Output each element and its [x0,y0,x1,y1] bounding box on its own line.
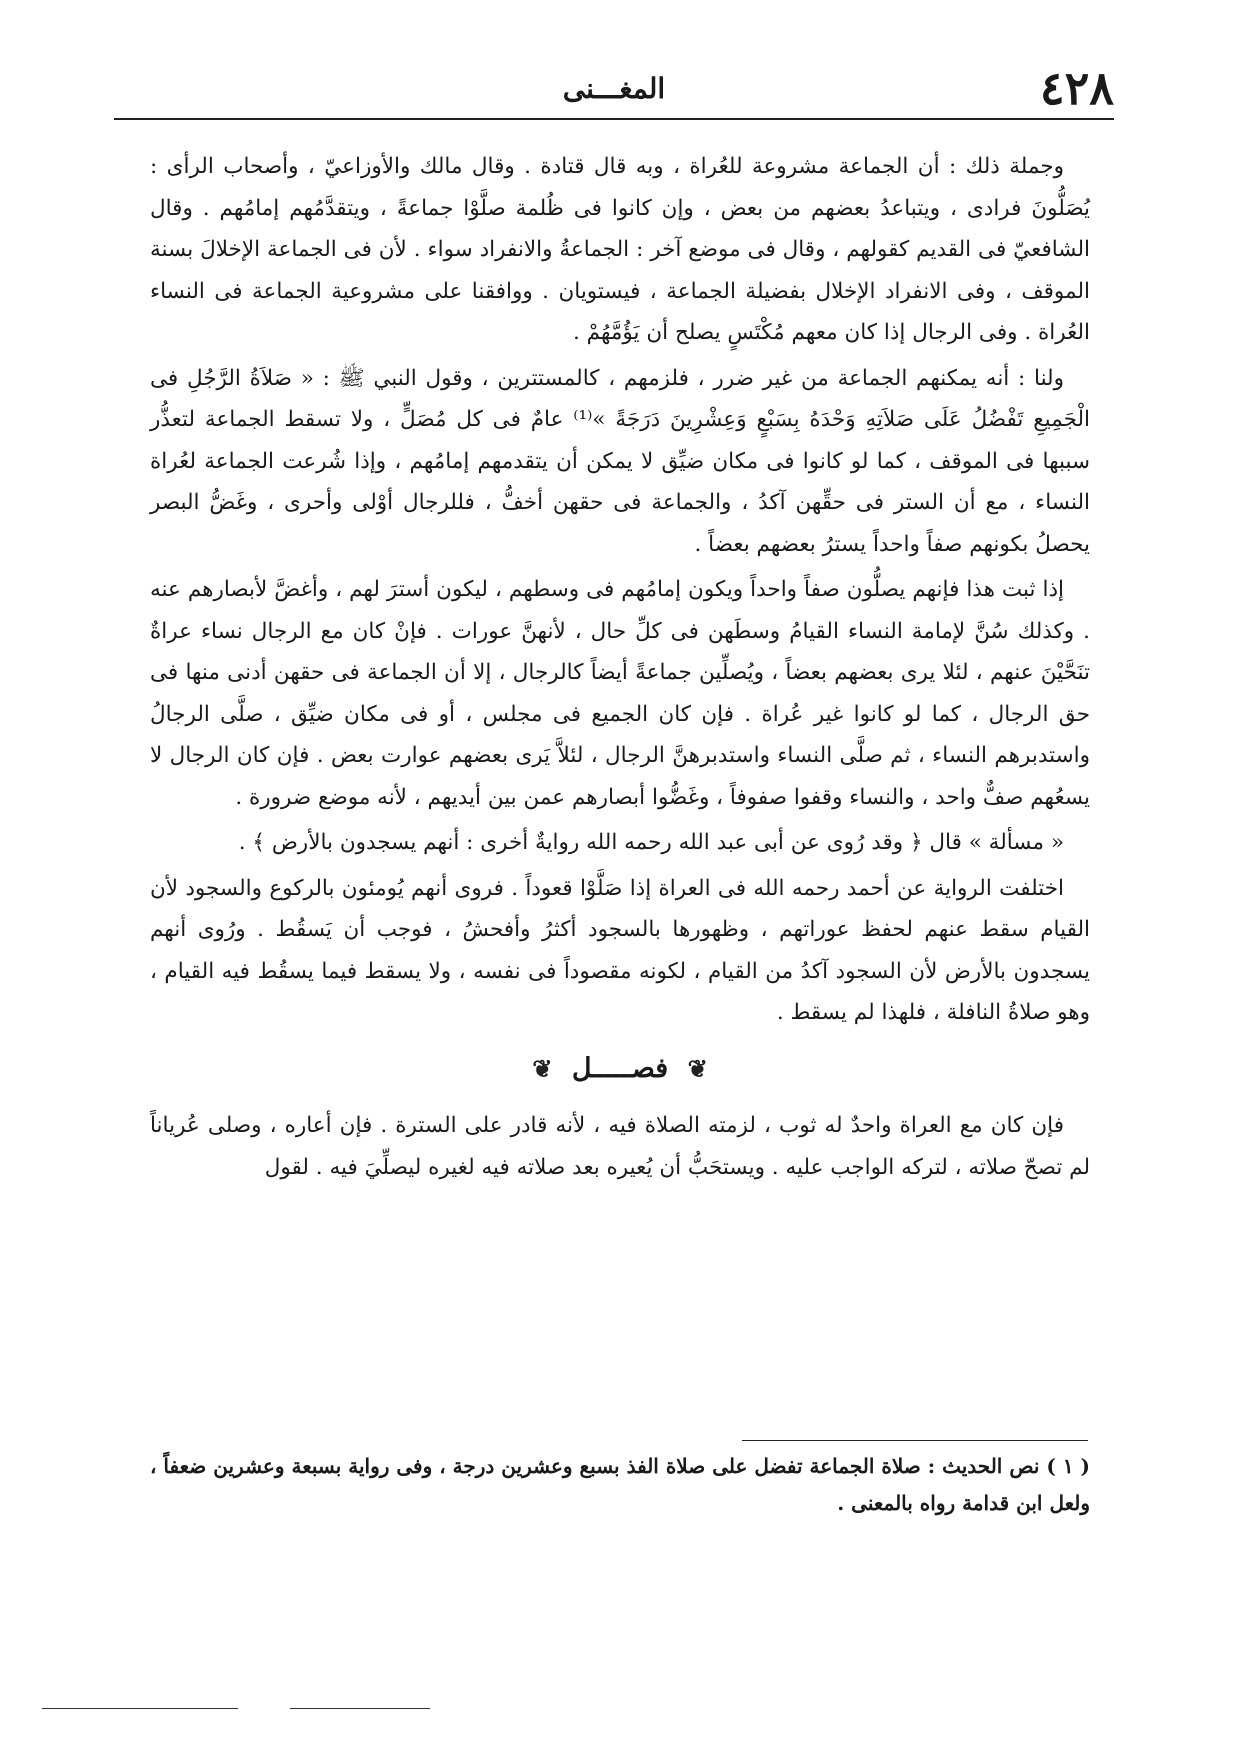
footnote-divider [742,1440,1088,1441]
section-heading [150,1048,1090,1090]
section-paragraph: فإن كان مع العراة واحدٌ له ثوب ، لزمته الصلاة فيه ، لأنه قادر على السترة . فإن أعاره ، وصلى عُرياناً لم تصحّ صلاته ، لتركه الواجب عليه . ويستحَبُّ أن يُعيره بعد صلاته فيه لغيره ليصلِّيَ فيه . لقول [150,1113,1090,1180]
page-number: ٤٢٨ [1039,61,1114,115]
section-heading-label: فصـــــل [571,1052,669,1084]
ornament-icon: ❦ [687,1053,708,1083]
paragraph-2: ولنا : أنه يمكنهم الجماعة من غير ضرر ، فلزمهم ، كالمستترين ، وقول النبي ﷺ : « صَلاَةُ الرَّجُلِ فى الْجَمِيعِ تَفْضُلُ عَلَى صَلاَتِهِ وَحْدَهُ بِسَبْعٍ وَعِشْرِينَ دَرَجَةً »⁽¹⁾ عامٌ فى كل مُصَلٍّ ، ولا تسقط الجماعة لتعذُّر سببها فى الموقف ، كما لو كانوا فى مكان ضيِّق لا يمكن أن يتقدمهم إمامُهم ، وإذا شُرعت الجماعة لعُراة النساء ، مع أن الستر فى حقِّهن آكدُ ، والجماعة فى حقهن أخفُّ ، فللرجال أوْلى وأحرى ، وغَضُّ البصر يحصلُ بكونهم صفاً واحداً يسترُ بعضهم بعضاً . [150,365,1090,557]
footnote: ( ١ ) نص الحديث : صلاة الجماعة تفضل على صلاة الفذ بسبع وعشرين درجة ، وفى رواية بسبعة وعشرين ضعفاً ، ولعل ابن قدامة رواه بالمعنى . [150,1454,1090,1515]
book-title: المغـــنى [562,72,666,105]
bottom-rule [290,1708,430,1709]
paragraph-5: اختلفت الرواية عن أحمد رحمه الله فى العراة إذا صَلَّوْا قعوداً . فروى أنهم يُومئون بالركوع والسجود لأن القيام سقط عنهم لحفظ عوراتهم ، وظهورها بالسجود أكثرُ وأفحشُ ، فوجب أن يَسقُط . ورُوى أنهم يسجدون بالأرض لأن السجود آكدُ من القيام ، لكونه مقصوداً فى نفسه ، ولا يسقط فيما يسقُط فيه القيام ، وهو صلاةُ النافلة ، فلهذا لم يسقط . [150,875,1090,1025]
ornament-icon: ❦ [532,1053,553,1083]
main-text [150,140,1090,1192]
masala-paragraph: « مسألة » قال ﴿ وقد رُوى عن أبى عبد الله رحمه الله روايةٌ أخرى : أنهم يسجدون بالأرض ﴾ . [238,830,1064,855]
page-header [114,58,1114,120]
paragraph-1: وجملة ذلك : أن الجماعة مشروعة للعُراة ، وبه قال قتادة . وقال مالك والأوزاعيّ ، وأصحاب الرأى : يُصَلُّونَ فرادى ، ويتباعدُ بعضهم من بعض ، وإن كانوا فى ظُلمة صلَّوْا جماعةً ، ويتقدَّمُهم إمامُهم . وقال الشافعيّ فى القديم كقولهم ، وقال فى موضع آخر : الجماعةُ والانفراد سواء . لأن فى الجماعة الإخلالَ بسنة الموقف ، وفى الانفراد الإخلال بفضيلة الجماعة ، فيستويان . ووافقنا على مشروعية الجماعة فى النساء العُراة . وفى الرجال إذا كان معهم مُكْتَسٍ يصلح أن يَؤُمَّهُمْ . [150,154,1090,345]
paragraph-3: إذا ثبت هذا فإنهم يصلُّون صفاً واحداً ويكون إمامُهم فى وسطهم ، ليكون أسترَ لهم ، وأغضَّ لأبصارهم عنه . وكذلك سُنَّ لإمامة النساء القيامُ وسطَهن فى كلِّ حال ، لأنهنَّ عورات . فإنْ كان مع الرجال نساء عراةٌ تنَحَّيْنَ عنهم ، لئلا يرى بعضهم بعضاً ، ويُصلِّين جماعةً أيضاً كالرجال ، إلا أن الجماعة فى حقهن أدنى منها فى حق الرجال ، كما لو كانوا غير عُراة . فإن كان الجميع فى مجلس ، أو فى مكان ضيِّق ، صلَّى الرجالُ واستدبرهم النساء ، ثم صلَّى النساء واستدبرهنَّ الرجال ، لئلاَّ يَرى بعضهم عوارت بعض . فإن كان الرجال لا يسعُهم صفٌّ واحد ، والنساء وقفوا صفوفاً ، وغَضُّوا أبصارهم عمن بين أيديهم ، لأنه موضع ضرورة . [150,577,1090,810]
bottom-rule [42,1708,238,1709]
